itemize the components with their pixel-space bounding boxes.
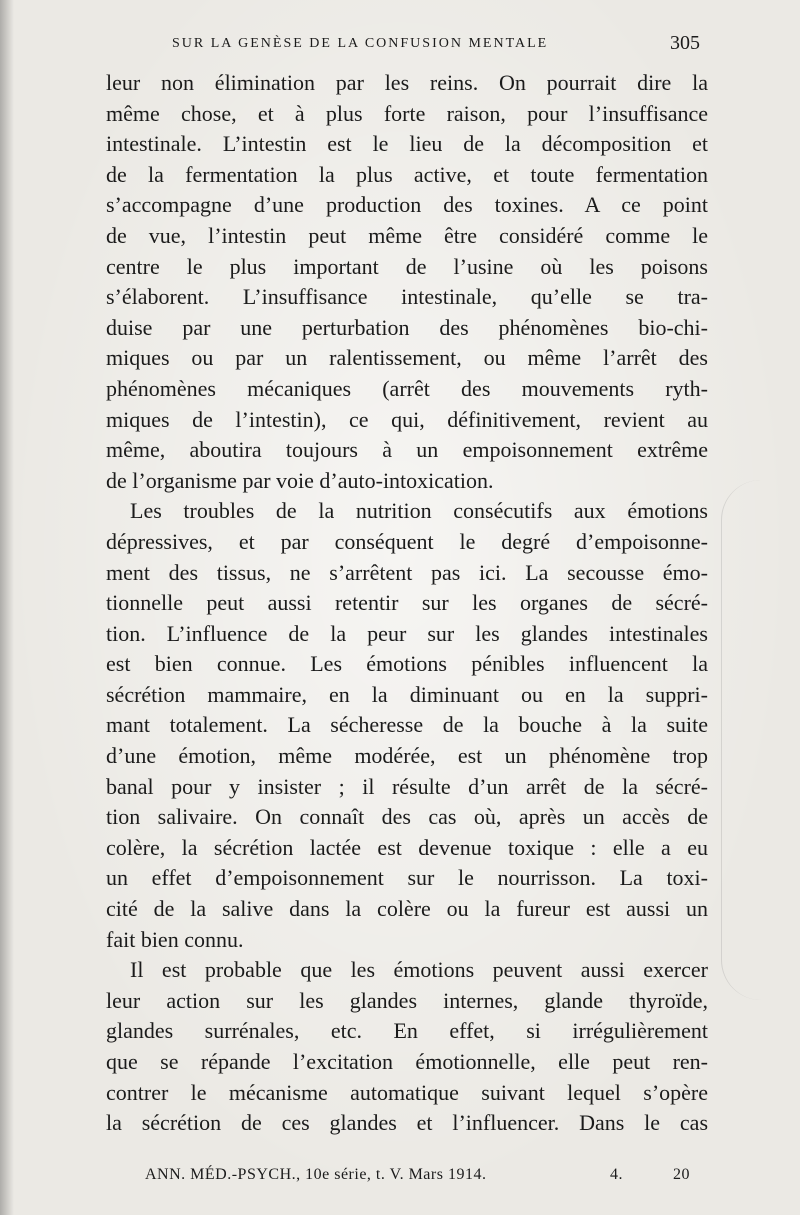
- text-line: miques de l’intestin), ce qui, définitivement, revient au: [106, 406, 708, 432]
- text-line: leur non élimination par les reins. On pourrait dire la: [106, 70, 708, 95]
- signature-mark: 4.: [610, 1166, 623, 1183]
- paragraph-first-line: Les troubles de la nutrition consécutifs aux émotions: [130, 498, 708, 524]
- text-line: intestinale. L’intestin est le lieu de la décomposition et: [106, 131, 708, 157]
- text-line: sécrétion mammaire, en la diminuant ou en la suppri-: [106, 681, 708, 707]
- text-line: dépressives, et par conséquent le degré d’empoisonne-: [106, 528, 708, 554]
- running-head: [172, 32, 700, 62]
- footer-citation: ANN. MÉD.-PSYCH., 10e série, t. V. Mars 1914.: [145, 1166, 487, 1183]
- text-line: cité de la salive dans la colère ou la fureur est aussi un: [106, 896, 708, 922]
- text-line: s’élaborent. L’insuffisance intestinale, qu’elle se tra-: [106, 284, 708, 310]
- text-line: la sécrétion de ces glandes et l’influencer. Dans le cas: [106, 1110, 708, 1136]
- text-line: s’accompagne d’une production des toxines. A ce point: [106, 192, 708, 218]
- text-line: même chose, et à plus forte raison, pour l’insuffisance: [106, 100, 708, 126]
- text-line: fait bien connu.: [106, 926, 244, 952]
- text-line: est bien connue. Les émotions pénibles influencent la: [106, 651, 708, 677]
- text-line: banal pour y insister ; il résulte d’un arrêt de la sécré-: [106, 773, 708, 799]
- text-line: miques ou par un ralentissement, ou même l’arrêt des: [106, 345, 708, 371]
- page-edge-mark: [721, 480, 782, 1000]
- paragraph-first-line: Il est probable que les émotions peuvent aussi exercer: [130, 957, 708, 983]
- text-line: centre le plus important de l’usine où les poisons: [106, 253, 708, 279]
- text-line: ment des tissus, ne s’arrêtent pas ici. La secousse émo-: [106, 559, 708, 585]
- page-footer: [145, 1166, 690, 1190]
- text-line: colère, la sécrétion lactée est devenue toxique : elle a eu: [106, 834, 708, 860]
- text-line: mant totalement. La sécheresse de la bouche à la suite: [106, 712, 708, 738]
- text-line: que se répande l’excitation émotionnelle, elle peut ren-: [106, 1049, 708, 1074]
- running-title: SUR LA GENÈSE DE LA CONFUSION MENTALE: [172, 36, 549, 51]
- text-line: de la fermentation la plus active, et toute fermentation: [106, 161, 708, 187]
- text-line: d’une émotion, même modérée, est un phénomène trop: [106, 743, 708, 769]
- sheet-number: 20: [673, 1166, 690, 1183]
- text-line: un effet d’empoisonnement sur le nourrisson. La toxi-: [106, 865, 708, 891]
- text-line: de vue, l’intestin peut même être considéré comme le: [106, 222, 708, 248]
- text-line: tion salivaire. On connaît des cas où, après un accès de: [106, 804, 708, 830]
- text-line: phénomènes mécaniques (arrêt des mouvements ryth-: [106, 375, 708, 401]
- text-line: glandes surrénales, etc. En effet, si irrégulièrement: [106, 1018, 708, 1044]
- page-gutter-shadow: [0, 0, 14, 1215]
- text-line: tionnelle peut aussi retentir sur les organes de sécré-: [106, 590, 708, 616]
- body-text: [106, 68, 708, 1139]
- text-line: de l’organisme par voie d’auto-intoxication.: [106, 467, 494, 493]
- text-line: duise par une perturbation des phénomènes bio-chi-: [106, 314, 708, 340]
- text-line: tion. L’influence de la peur sur les glandes intestinales: [106, 620, 708, 646]
- text-line: contrer le mécanisme automatique suivant lequel s’opère: [106, 1079, 708, 1105]
- text-line: leur action sur les glandes internes, glande thyroïde,: [106, 987, 708, 1013]
- text-line: même, aboutira toujours à un empoisonnement extrême: [106, 437, 708, 463]
- page-number: 305: [670, 32, 700, 54]
